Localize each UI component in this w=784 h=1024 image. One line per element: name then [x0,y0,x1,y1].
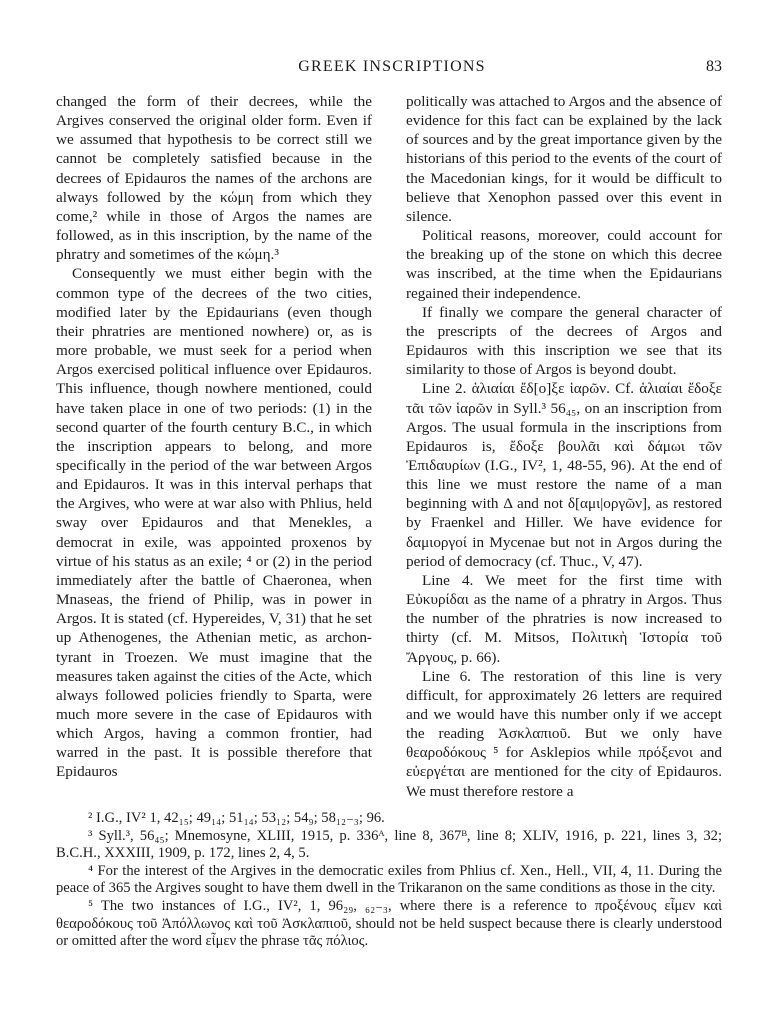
left-column [56,92,372,782]
paragraph: Line 2. ἁλιαίαι ἔδ[ο]ξε ἱαρῶν. Cf. ἁλιαίαι ἔδοξε τᾶι τῶν ἱαρῶν in Syll.³ 56₄₅, on an inscription from Argos. The usual formula in the inscriptions from Epidauros is, ἔδοξε βουλᾶι καὶ δάμωι τῶν Ἐπιδαυρίων (I.G., IV², 1, 48-55, 96). At the end of this line we must restore the name of a man beginning with Δ and not δ[αμι|οργῶν], as restored by Fraenkel and Hiller. We have evidence for δαμιοργοί in Mycenae but not in Argos during the period of democracy (cf. Thuc., V, 47). [406,380,722,570]
footnote: ² I.G., IV² 1, 42₁₅; 49₁₄; 51₁₄; 53₁₂; 54₉; 58₁₂₋₃; 96. [88,810,385,826]
paragraph: Consequently we must either begin with the common type of the decrees of the two cities, modified later by the Epidaurians (even though their phratries are mentioned nowhere) or, as is more probable, we must seek for a period when Argos exercised political influence over Epidauros. This influence, though nowhere mentioned, could have taken place in one of two periods: (1) in the second quarter of the fourth century B.C., in which the inscription appears to belong, and more specifically in the period of the war between Argos and Epidauros. It was in this interval perhaps that the Argives, who were at war also with Phlius, held sway over Epidauros and that Menekles, a democrat in exile, was appointed proxenos by virtue of his status as an exile; ⁴ or (2) in the period immediately after the battle of Chaeronea, when Mnaseas, the friend of Philip, was in power in Argos. It is stated (cf. Hypereides, V, 31) that he set up Athenogenes, the Athenian metic, as archon-tyrant in Troezen. We must imagine that the measures taken against the cities of the Acte, which always followed policies friendly to Sparta, were much more severe in the case of Epidauros with which Argos, having a common frontier, had warred in the past. It is possible therefore that Epidauros [56,265,372,781]
footnote: ³ Syll.³, 56₄₅; Mnemosyne, XLIII, 1915, p. 336ᴬ, line 8, 367ᴮ, line 8; XLIV, 1916, p. 221, lines 3, 32; B.C.H., XXXIII, 1909, p. 172, lines 2, 4, 5. [56,827,722,862]
footnotes [56,810,722,951]
footnote: ⁴ For the interest of the Argives in the democratic exiles from Phlius cf. Xen., Hell., VII, 4, 11. During the peace of 365 the Argives sought to have them dwell in the Trikaranon on the same conditions as those in the city. [56,862,722,897]
right-column [406,92,722,801]
paragraph: If finally we compare the general character of the prescripts of the decrees of Argos and Epidauros with this inscription we see that its similarity to those of Argos is beyond doubt. [406,303,722,379]
paragraph: Political reasons, moreover, could account for the breaking up of the stone on which this decree was inscribed, at the time when the Epidaurians regained their independence. [406,227,722,302]
paragraph: changed the form of their decrees, while the Argives conserved the original older form. Even if we assumed that hypothesis to be correct still we cannot be completely satisfied because in the decrees of Epidauros the names of the archons are always followed by the κώμη from which they come,² while in those of Argos the names are followed, as in this inscription, by the name of the phratry and sometimes of the κώμη.³ [56,93,372,264]
paragraph: politically was attached to Argos and the absence of evidence for this fact can be explained by the lack of sources and by the great importance given by the historians of this period to the events of the court of the Macedonian kings, for it would be difficult to believe that Xenophon passed over this event in silence. [406,93,722,225]
paragraph: Line 6. The restoration of this line is very difficult, for approximately 26 letters are required and we would have this number only if we accept the reading Ἀσκλαπιοῦ. But we only have θεαροδόκους ⁵ for Asklepios while πρόξενοι and εὐεργέται are mentioned for the city of Epidauros. We must therefore restore a [406,667,722,800]
running-header-title: GREEK INSCRIPTIONS [298,58,486,75]
paragraph: Line 4. We meet for the first time with Εὐκυρίδαι as the name of a phratry in Argos. Thus the number of the phratries is now increased to thirty (cf. M. Mitsos, Πολιτικὴ Ἱστορία τοῦ Ἄργους, p. 66). [406,571,722,666]
page-number: 83 [706,58,722,75]
footnote: ⁵ The two instances of I.G., IV², 1, 96₂₉, ₆₂₋₃, where there is a reference to προξένους εἶμεν καὶ θεαροδόκους τοῦ Ἀπόλλωνος καὶ τοῦ Ἀσκλαπιοῦ, should not be held suspect because there is clearly understood or omitted after the word εἶμεν the phrase τᾶς πόλιος. [56,897,722,950]
